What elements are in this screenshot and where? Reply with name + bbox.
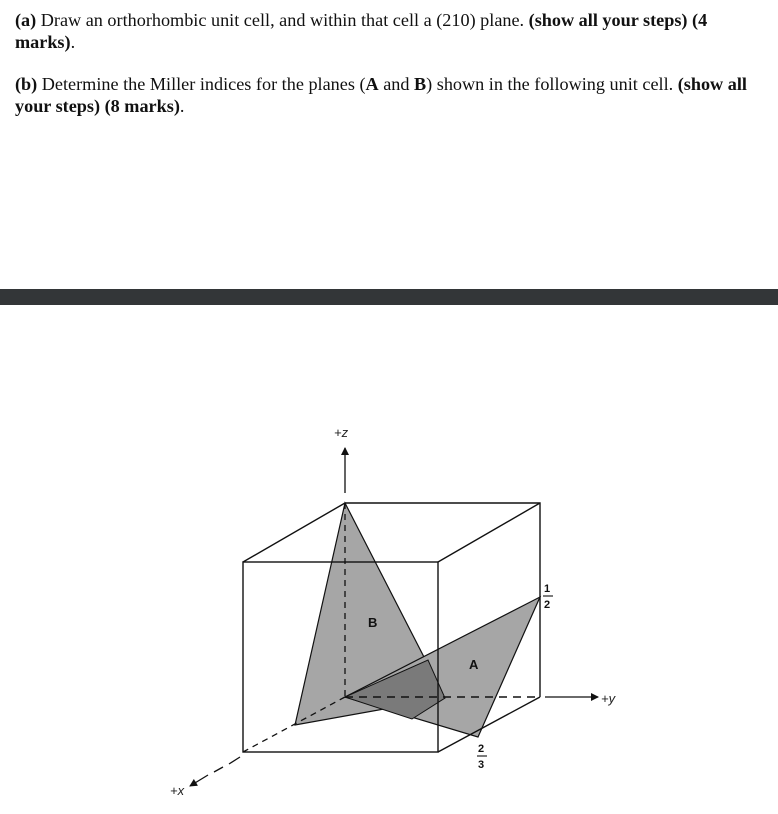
question-b-text-2: and [378,74,415,94]
x-axis-dash-2 [214,767,223,772]
z-axis-label: +z [334,425,349,440]
fraction-half-numerator: 1 [544,583,551,595]
question-a-marks: (4 marks) [15,10,708,52]
y-axis-label: +y [601,691,616,706]
question-a-emphasis: (show all your steps) [528,10,688,30]
question-b-end: . [179,96,185,116]
x-axis-label: +x [170,783,185,798]
question-b-plane-a: A [365,74,379,94]
x-axis-dash-1 [229,757,240,764]
question-b-plane-b: B [414,74,427,94]
fraction-half-denominator: 2 [544,599,551,611]
cube-edge-top-left [243,503,345,562]
plane-b-label: B [368,615,378,630]
question-a-label: (a) [15,10,37,30]
question-b-emphasis: (show all your steps) [15,74,747,116]
question-b-text-3: ) shown in the following unit cell. [426,74,678,94]
question-a-text: Draw an orthorhombic unit cell, and within that cell a (210) plane. [36,10,529,30]
x-axis-arrow [190,775,208,786]
question-b-marks: (8 marks) [100,96,180,116]
fraction-two-thirds-denominator: 3 [478,759,485,771]
question-b-text-1: Determine the Miller indices for the planes ( [37,74,366,94]
question-b-label: (b) [15,74,38,94]
question-a-end: . [70,32,76,52]
fraction-two-thirds-numerator: 2 [478,743,485,755]
plane-a-label: A [469,657,479,672]
cube-edge-top-right [438,503,540,562]
